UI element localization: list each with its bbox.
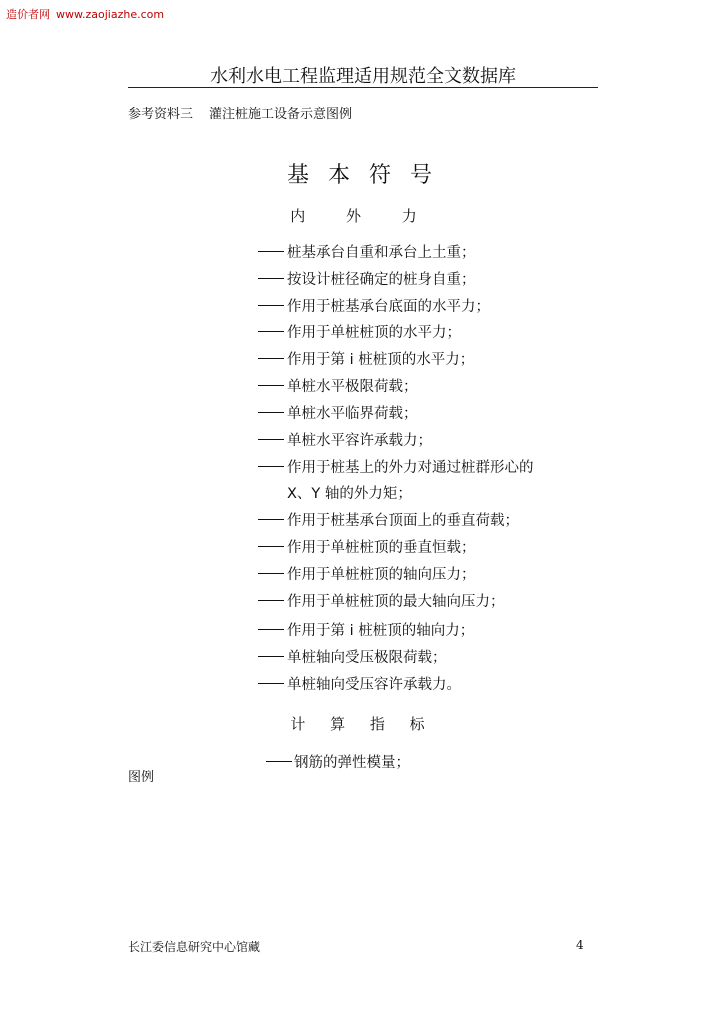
em-dash xyxy=(258,519,284,520)
symbol-description: 桩基承台自重和承台上土重； xyxy=(287,245,476,261)
watermark-site-name: 造价者网 xyxy=(6,8,50,21)
symbol-description: 单桩轴向受压极限荷载； xyxy=(287,650,447,666)
watermark-url-link[interactable]: www.zaojiazhe.com xyxy=(56,8,165,21)
symbol-description: 作用于第 i 桩桩顶的轴向力； xyxy=(287,623,475,639)
em-dash xyxy=(258,385,284,386)
header-rule xyxy=(128,87,598,88)
em-dash xyxy=(258,331,284,332)
page-number: 4 xyxy=(576,938,584,952)
em-dash xyxy=(258,305,284,306)
em-dash xyxy=(258,439,284,440)
symbol-description: 作用于单桩桩顶的垂直恒载； xyxy=(287,540,476,556)
section-title: 基 本 符 号 xyxy=(287,163,438,188)
subheading-calculation-indices: 计 算 指 标 xyxy=(290,715,435,733)
footer-library: 长江委信息研究中心馆藏 xyxy=(128,940,261,954)
symbol-description: 作用于桩基承台底面的水平力； xyxy=(287,299,490,315)
ref-title: 灌注桩施工设备示意图例 xyxy=(209,107,353,122)
em-dash xyxy=(258,251,284,252)
symbol-description: 单桩水平极限荷载； xyxy=(287,379,418,395)
em-dash xyxy=(258,358,284,359)
symbol-description: 作用于单桩桩顶的轴向压力； xyxy=(287,567,476,583)
em-dash xyxy=(258,573,284,574)
em-dash xyxy=(258,466,284,467)
symbol-description: 钢筋的弹性模量； xyxy=(294,755,410,771)
em-dash xyxy=(258,546,284,547)
symbol-description: 单桩水平临界荷载； xyxy=(287,406,418,422)
symbol-description: 作用于单桩桩顶的水平力； xyxy=(287,325,461,341)
figure-label: 图例 xyxy=(128,770,155,785)
symbol-description: 单桩轴向受压容许承载力。 xyxy=(287,677,461,693)
em-dash xyxy=(258,278,284,279)
symbol-description: 作用于桩基上的外力对通过桩群形心的 xyxy=(287,460,534,476)
symbol-description: 按设计桩径确定的桩身自重； xyxy=(287,272,476,288)
symbol-description: 作用于桩基承台顶面上的垂直荷载； xyxy=(287,513,519,529)
em-dash xyxy=(258,629,284,630)
symbol-description: 单桩水平容许承载力； xyxy=(287,433,432,449)
symbol-description: 作用于单桩桩顶的最大轴向压力； xyxy=(287,594,505,610)
watermark xyxy=(6,6,164,22)
em-dash xyxy=(258,656,284,657)
subheading-internal-external-force: 内 外 力 xyxy=(290,207,435,225)
symbol-description-continuation: X、Y 轴的外力矩； xyxy=(287,486,412,502)
ref-label: 参考资料三 xyxy=(128,107,194,122)
em-dash xyxy=(258,683,284,684)
em-dash xyxy=(258,600,284,601)
em-dash xyxy=(258,412,284,413)
symbol-description: 作用于第 i 桩桩顶的水平力； xyxy=(287,352,475,368)
doc-subtitle xyxy=(128,103,352,122)
header-title: 水利水电工程监理适用规范全文数据库 xyxy=(210,66,516,87)
em-dash xyxy=(266,761,292,762)
